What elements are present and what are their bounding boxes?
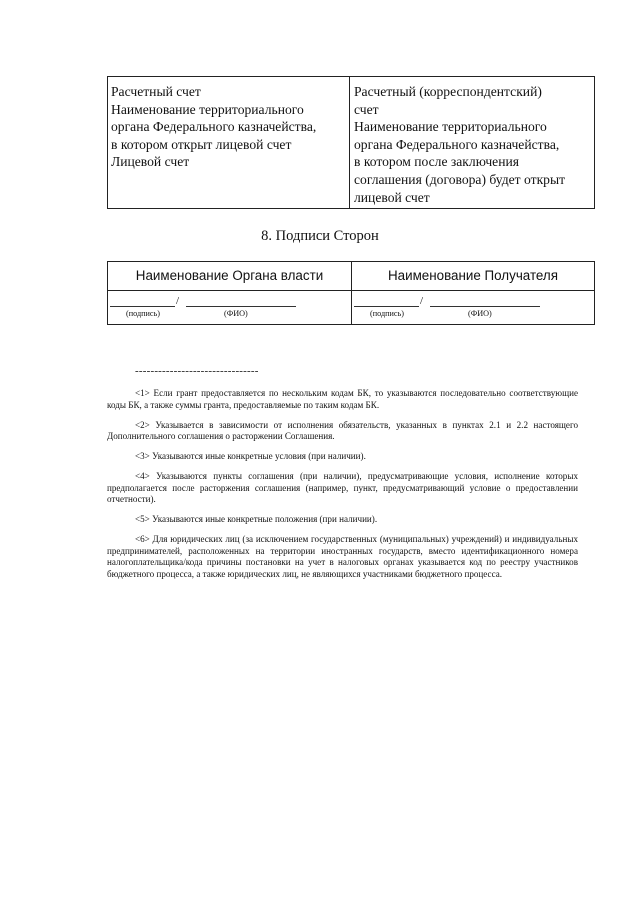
signature-slash: / [420, 295, 424, 307]
recipient-signature-cell [352, 291, 594, 324]
authority-signature-cell [108, 291, 352, 324]
signature-caption: (подпись) [126, 309, 160, 318]
footnote-2: <2> Указывается в зависимости от исполнения обязательств, указанных в пунктах 2.1 и 2.2 настоящего Дополнительного соглашения о расторжении Соглашения. [107, 419, 578, 442]
signature-block [354, 296, 590, 320]
signatures-header-row [108, 262, 594, 291]
name-caption: (ФИО) [468, 309, 492, 318]
footnote-3: <3> Указываются иные конкретные условия (при наличии). [135, 451, 366, 462]
accounts-right-line: Наименование территориального [354, 119, 547, 135]
accounts-table [107, 76, 595, 209]
accounts-right-line: лицевой счет [354, 189, 430, 205]
signature-block [110, 296, 347, 320]
signature-caption: (подпись) [370, 309, 404, 318]
name-line [430, 306, 540, 307]
footnote-1: <1> Если грант предоставляется по нескольким кодам БК, то указываются последовательно соответствующие коды БК, а также суммы гранта, предоставляемые по таким кодам БК. [107, 388, 578, 410]
accounts-right-line: органа Федерального казначейства, [354, 136, 560, 152]
signature-slash: / [176, 295, 180, 307]
recipient-name-header: Наименование Получателя [387, 268, 558, 283]
accounts-right-line: соглашения (договора) будет открыт [354, 171, 566, 187]
accounts-cell-right [350, 77, 594, 208]
accounts-left-line: в котором открыт лицевой счет [111, 136, 292, 152]
footnote-5: <5> Указываются иные конкретные положения (при наличии). [135, 514, 378, 525]
signature-line [354, 306, 419, 307]
section-heading: 8. Подписи Сторон [261, 228, 379, 244]
accounts-right-line: счет [354, 101, 379, 117]
footnote-4: <4> Указываются пункты соглашения (при наличии), предусматривающие условия, исполнение которых предполагается после расторжения соглашения (например, пункт, предусматривающий условие о предоставлении отчетности). [107, 471, 578, 505]
name-line [186, 306, 296, 307]
footnotes [107, 388, 578, 589]
footnote-separator: -------------------------------- [135, 365, 259, 377]
name-caption: (ФИО) [224, 309, 248, 318]
signature-line [110, 306, 175, 307]
accounts-left-line: Лицевой счет [111, 154, 190, 170]
accounts-cell-left [108, 77, 350, 208]
footnote-6: <6> Для юридических лиц (за исключением государственных (муниципальных) учреждений) и индивидуальных предпринимателей, расположенных на территории иностранных государств, вместо идентификационного номера налогоплательщика/кода причины постановки на учет в налоговых органах указывается код по реестру участников бюджетного процесса, а также юридических лиц, не являющихся участниками бюджетного процесса. [107, 534, 578, 580]
accounts-left-line: Расчетный счет [111, 84, 201, 99]
signatures-sign-row [108, 291, 594, 324]
authority-name-header: Наименование Органа власти [108, 262, 352, 290]
accounts-right-line: в котором после заключения [354, 154, 520, 170]
signatures-table [107, 261, 595, 325]
accounts-left-line: органа Федерального казначейства, [111, 119, 317, 135]
accounts-right-line: Расчетный (корреспондентский) [354, 84, 542, 99]
accounts-left-line: Наименование территориального [111, 101, 304, 117]
